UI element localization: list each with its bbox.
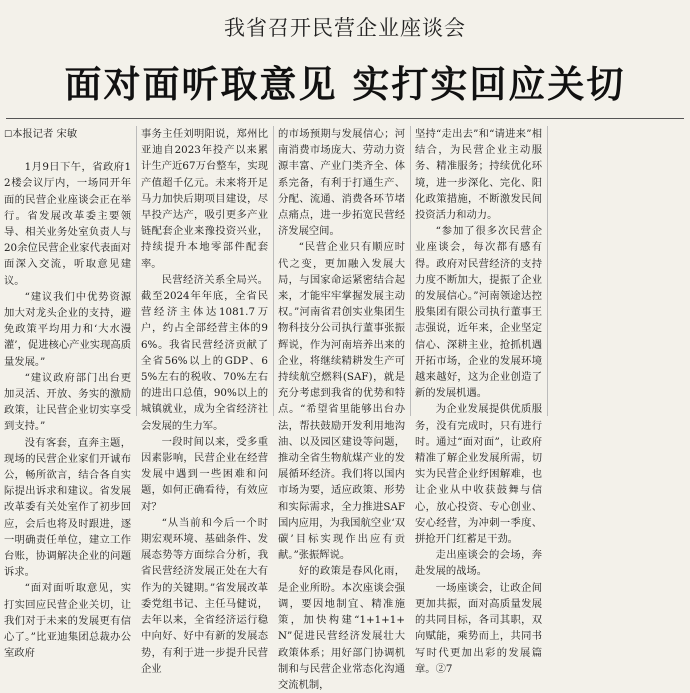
paragraph: “建议政府部门出台更加灵活、开放、务实的激励政策，让民营企业切实享受到支持。”	[4, 371, 131, 433]
paragraph: 1月9日下午，省政府12楼会议厅内，一场同开年面的民营企业座谈会正在举行。省发展改革委主要领导、相关业务处室负责人与20余位民营企业家代表面对面深入交流，听取意见建议。	[4, 161, 131, 287]
paragraph: 的市场预期与发展信心；河南消费市场庞大、劳动力资源丰富、产业门类齐全、体系完备，有利于打通生产、分配、流通、消费各环节堵点痛点，进一步拓宽民营经济发展空间。	[278, 128, 405, 238]
paragraph: 没有客套，直奔主题，现场的民营企业家们开诚布公，畅所欲言，结合各自实际提出诉求和建议。省发展改革委有关处室作了初步回应，会后也将及时跟进，逐一明确责任单位，建立工作台账，协调解决企业的问题诉求。	[4, 436, 131, 579]
paragraph: 事务主任刘明阳说，郑州比亚迪自2023年投产以来累计生产近67万台整车，实现产值超千亿元。未来将开足马力加快后期项目建设，尽早投产达产，吸引更多产业链配套企业来豫投资兴业，持续提升本地零部件配套率。	[141, 128, 268, 270]
article-headline: 面对面听取意见 实打实回应关切	[64, 63, 626, 106]
paragraph: “从当前和今后一个时期宏观环境、基础条件、发展态势等方面综合分析，我省民营经济发展正处在大有作为的关键期。”省发展改革委党组书记、主任马健说，去年以来，全省经济运行稳中向好、好中有新的发展态势，有利于进一步提升民营企业	[141, 516, 268, 675]
byline	[4, 126, 131, 143]
paragraph: “参加了很多次民营企业座谈会，每次都有感有得。政府对民营经济的支持力度不断加大，提振了企业的发展信心。”河南领途达控股集团有限公司执行董事王志强说，近年来，企业坚定信心、深耕主业，抢抓机遇开拓市场，企业的发展环境越来越好，这为企业创造了新的发展机遇。	[415, 225, 542, 400]
paragraph: 好的政策是春风化雨，是企业所盼。本次座谈会强调，要因地制宜、精准施策，加快构建“1+1+1+N”促进民营经济发展壮大政策体系；用好部门协调机制和与民营企业常态化沟通交流机制，	[278, 565, 405, 691]
header-rule	[6, 118, 684, 119]
paragraph: 一段时间以来，受多重因素影响，民营企业在经营发展中遇到一些困难和问题，如何正确看待，有效应对？	[141, 435, 268, 513]
paragraph: “民营企业只有顺应时代之变，更加融入发展大局，与国家命运紧密结合起来，才能牢牢掌握发展主动权。”河南省君创实业集团生物科技分公司执行董事张振辉说，作为河南培养出来的企业，将继续精耕发生产可持续航空燃料(SAF)，就是充分考虑到我省的优势和特点。“希望省里能够出台办法，帮扶鼓励开发利用地沟油、以及园区建设等问题，推动全省生物航煤产业的发展循环经济。我们将以国内市场为要，适应政策、形势和实际需求，全力推进SAF国内应用，为我国航空业‘双碳’目标实现作出应有贡献。”张振辉说。	[278, 241, 405, 562]
paragraph: 一场座谈会，让政企间更加共振，面对高质量发展的共同目标，各司其职，双向赋能，乘势而上，共同书写时代更加出彩的发展篇章。②7	[415, 581, 542, 675]
byline-text: 本报记者 宋敏	[12, 128, 78, 140]
article-column-1	[4, 126, 131, 660]
article-column-3	[278, 126, 405, 691]
paragraph: “面对面听取意见，实打实回应民营企业关切，让我们对于未来的发展更有信心了。”比亚迪集团总裁办公室政府	[4, 582, 131, 660]
paragraph: “建议我们中优势资源加大对龙头企业的支持，避免政策平均用力和‘大水漫灌’，促进核心产业实现高质量发展。”	[4, 290, 131, 368]
article-column-2	[141, 126, 268, 675]
paragraph: 坚持“走出去”和“请进来”相结合，为民营企业主动服务、精准服务；持续优化环境，进一步深化、完化、阳化政策措施，不断激发民间投资活力和动力。	[415, 128, 542, 222]
article-kicker: 我省召开民营企业座谈会	[224, 16, 466, 40]
paragraph: 走出座谈会的会场，奔赴发展的战场。	[415, 549, 542, 578]
article-column-4	[415, 126, 542, 675]
paragraph: 为企业发展提供优质服务，没有完成时，只有进行时。通过“面对面”，让政府精准了解企业发展所需，切实为民营企业纾困解难，也让企业从中收获鼓舞与信心，放心投资、专心创业、安心经营，为冲刺一季度、拼抢开门红蓄足干劲。	[415, 403, 542, 546]
article-body	[4, 126, 686, 691]
paragraph: 民营经济关系全局兴。截至2024年年底，全省民营经济主体达1081.7万户，约占全部经营主体的96%。我省民营经济贡献了全省56%以上的GDP、65%左右的税收、70%左右的进出口总值，90%以上的城镇就业，成为全省经济社会发展的生力军。	[141, 273, 268, 432]
byline-box-icon: ☐	[4, 130, 13, 140]
